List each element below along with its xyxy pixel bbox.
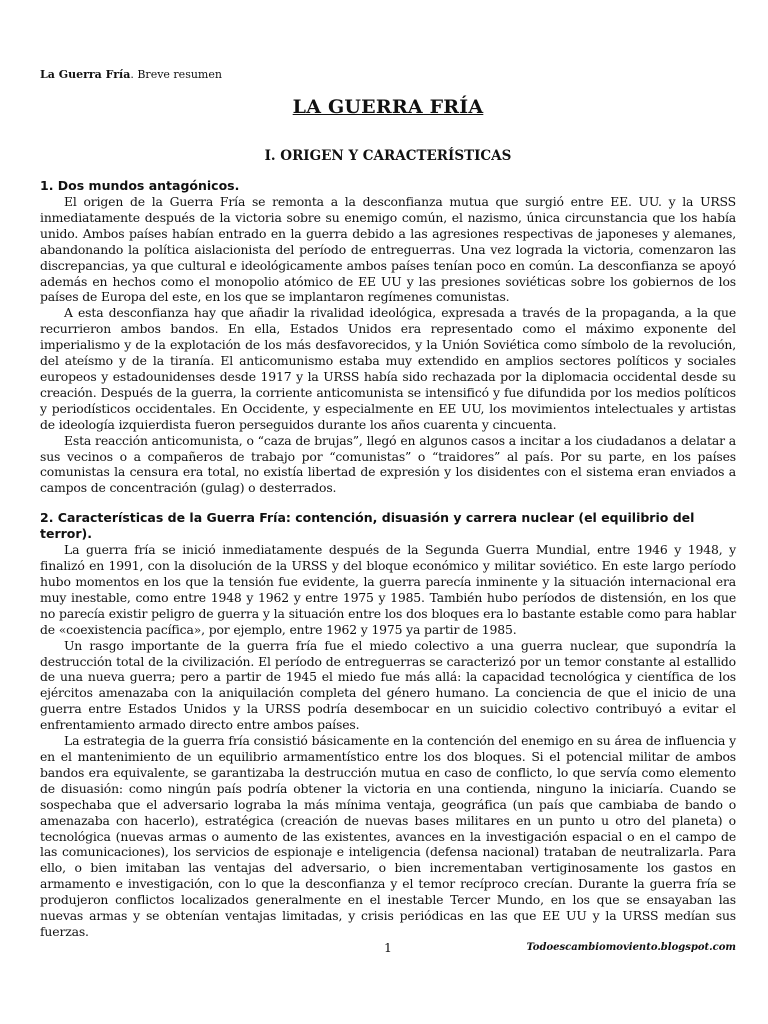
paragraph: Esta reacción anticomunista, o “caza de brujas”, llegó en algunos casos a incitar a los ciudadanos a delatar a sus vecinos o a compañeros de trabajo por “comunistas” o “traidores” al país. Por su parte, en los países comunistas la censura era total, no existía libertad de expresión y los disidentes con el sistema eran enviados a campos de concentración (gulag) o desterrados. <box>40 432 736 496</box>
paragraph: La estrategia de la guerra fría consistió básicamente en la contención del enemigo en su área de influencia y en el mantenimiento de un equilibrio armamentístico entre los dos bloques. Si el potencial militar de ambos bandos era equivalente, se garantizaba la destrucción mutua en caso de conflicto, lo que servía como elemento de disuasión: como ningún país podría obtener la victoria en una contienda, ninguno la iniciaría. Cuando se sospechaba que el adversario lograba la más mínima ventaja, geográfica (un país que cambiaba de bando o amenazaba con hacerlo), estratégica (creación de nuevas bases militares en un punto u otro del planeta) o tecnológica (nuevas armas o aumento de las existentes, avances en la investigación espacial o en el campo de las comunicaciones), los servicios de espionaje e inteligencia (defensa nacional) trataban de neutralizarla. Para ello, o bien imitaban las ventajas del adversario, o bien incrementaban vertiginosamente los gastos en armamento e investigación, con lo que la desconfianza y el temor recíproco crecían. Durante la guerra fría se produjeron conflictos localizados generalmente en el inestable Tercer Mundo, en los que se ensayaban las nuevas armas y se obtenían ventajas limitadas, y crisis periódicas en las que EE UU y la URSS medían sus fuerzas. <box>40 733 736 939</box>
running-header <box>40 68 222 82</box>
document-title: LA GUERRA FRÍA <box>292 96 484 118</box>
subsection-heading-1: 1. Dos mundos antagónicos. <box>40 178 240 193</box>
footer-site-link[interactable]: Todoescambiomoviento.blogspot.com <box>526 942 736 953</box>
running-header-suffix: . Breve resumen <box>130 68 222 81</box>
paragraph: El origen de la Guerra Fría se remonta a la desconfianza mutua que surgió entre EE. UU. y la URSS inmediatamente después de la victoria sobre su enemigo común, el nazismo, única circunstancia que los había unido. Ambos países habían entrado en la guerra debido a las agresiones respectivas de japoneses y alemanes, abandonando la política aislacionista del período de entreguerras. Una vez lograda la victoria, comenzaron las discrepancias, ya que cultural e ideológicamente ambos países tenían poco en común. La desconfianza se apoyó además en hechos como el monopolio atómico de EE UU y las presiones soviéticas sobre los gobiernos de los países de Europa del este, en los que se implantaron regímenes comunistas. <box>40 194 736 305</box>
subsection-heading-2: 2. Características de la Guerra Fría: contención, disuasión y carrera nuclear (el equilibrio del terror). <box>40 510 695 542</box>
page-number: 1 <box>384 940 392 955</box>
document-body <box>40 178 736 940</box>
document-page <box>40 0 736 1024</box>
paragraph: La guerra fría se inició inmediatamente después de la Segunda Guerra Mundial, entre 1946 y 1948, y finalizó en 1991, con la disolución de la URSS y del bloque económico y militar soviético. En este largo período hubo momentos en los que la tensión fue evidente, la guerra parecía inminente y la situación internacional era muy inestable, como entre 1948 y 1962 y entre 1975 y 1985. También hubo períodos de distensión, en los que no parecía existir peligro de guerra y la situación entre los dos bloques era lo bastante estable como para hablar de «coexistencia pacífica», por ejemplo, entre 1962 y 1975 ya partir de 1985. <box>40 542 736 637</box>
paragraph: A esta desconfianza hay que añadir la rivalidad ideológica, expresada a través de la propaganda, a la que recurrieron ambos bandos. En ella, Estados Unidos era representado como el máximo exponente del imperialismo y de la explotación de los más desfavorecidos, y la Unión Soviética como símbolo de la revolución, del ateísmo y de la tiranía. El anticomunismo estaba muy extendido en amplios sectores políticos y sociales europeos y estadounidenses desde 1917 y la URSS había sido rechazada por la diplomacia occidental desde su creación. Después de la guerra, la corriente anticomunista se intensificó y fue difundida por los medios políticos y periodísticos occidentales. En Occidente, y especialmente en EE UU, los movimientos intelectuales y artistas de ideología izquierdista fueron perseguidos durante los años cuarenta y cincuenta. <box>40 305 736 432</box>
running-header-doc-name: La Guerra Fría <box>40 68 131 81</box>
paragraph: Un rasgo importante de la guerra fría fue el miedo colectivo a una guerra nuclear, que supondría la destrucción total de la civilización. El período de entreguerras se caracterizó por un temor constante al estallido de una nueva guerra; pero a partir de 1945 el miedo fue más allá: la capacidad tecnológica y científica de los ejércitos amenazaba con la aniquilación completa del género humano. La conciencia de que el inicio de una guerra entre Estados Unidos y la URSS podría desembocar en un suicidio colectivo contribuyó a evitar el enfrentamiento armado directo entre ambos países. <box>40 637 736 733</box>
section-title: I. ORIGEN Y CARACTERÍSTICAS <box>264 148 512 164</box>
